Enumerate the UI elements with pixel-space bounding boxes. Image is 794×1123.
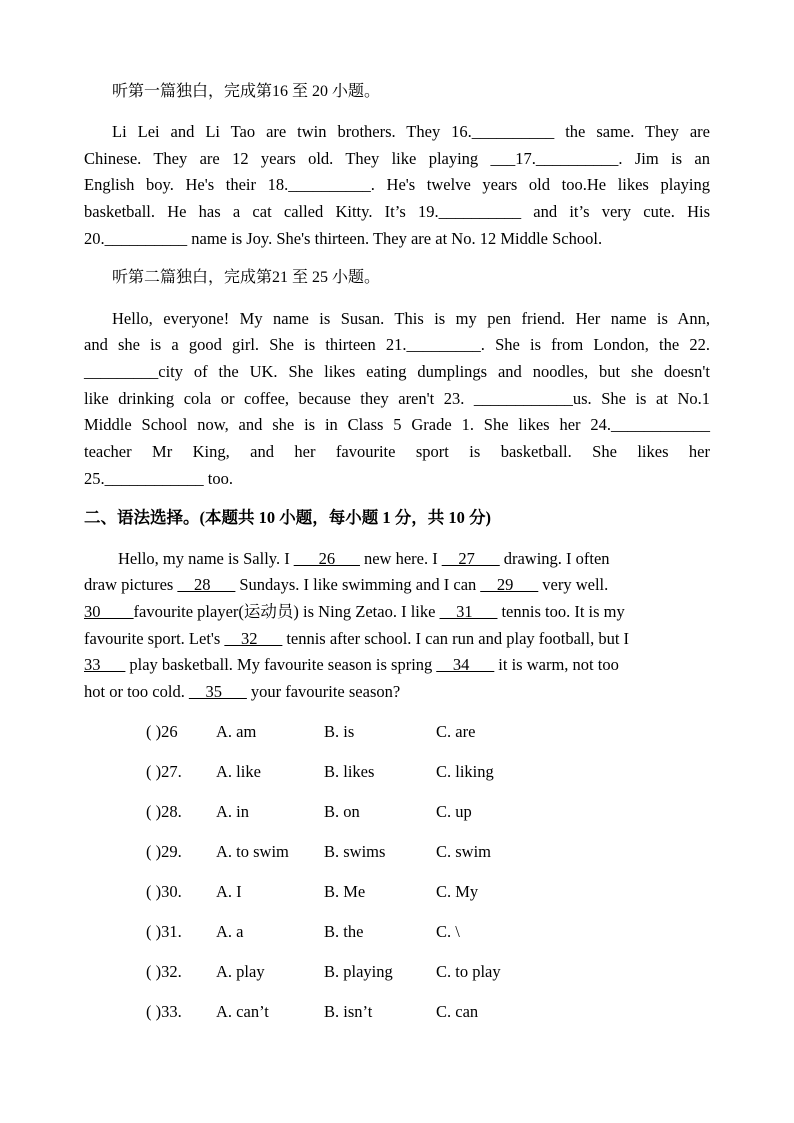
option-b: B. isn’t — [324, 1002, 373, 1021]
option-a: A. to swim — [216, 842, 289, 861]
blank-26: ___26___ — [293, 549, 360, 568]
option-a: A. like — [216, 762, 261, 781]
question-number: ( )28. — [146, 802, 182, 821]
passage2-line-3: _________city of the UK. She likes eating dumplings and noodles, but she doesn't — [84, 362, 710, 381]
question-number: ( )27. — [146, 762, 182, 781]
question-number: ( )30. — [146, 882, 182, 901]
option-b: B. is — [324, 722, 355, 741]
passage1-line-3: English boy. He's their 18.__________. He's twelve years old too.He likes playing — [84, 175, 710, 194]
passage2-line-7: 25.____________ too. — [84, 469, 233, 488]
question-number: ( )29. — [146, 842, 182, 861]
option-b: B. on — [324, 802, 360, 821]
option-b: B. the — [324, 922, 364, 941]
question-number: ( )26 — [146, 722, 178, 741]
option-c: C. My — [436, 882, 479, 901]
option-a: A. can’t — [216, 1002, 269, 1021]
listening-heading-2: 听第二篇独白，完成第21 至 25 小题。 — [112, 269, 381, 286]
option-b: B. Me — [324, 882, 366, 901]
option-b: B. swims — [324, 842, 386, 861]
passage2-line-6: teacher Mr King, and her favourite sport is basketball. She likes her — [84, 442, 710, 461]
option-c: C. are — [436, 722, 476, 741]
grammar-line-2: draw pictures __28___ Sundays. I like swimming and I can __29___ very well. — [84, 575, 609, 594]
section-title-grammar: 二、语法选择。(本题共 10 小题，每小题 1 分，共 10 分) — [84, 508, 491, 527]
blank-35: __35___ — [188, 682, 247, 701]
option-a: A. a — [216, 922, 244, 941]
listening-heading-1: 听第一篇独白，完成第16 至 20 小题。 — [112, 83, 381, 100]
option-c: C. swim — [436, 842, 492, 861]
grammar-line-5: 33___ play basketball. My favourite season is spring __34___ it is warm, not too — [84, 655, 619, 674]
blank-33: 33___ — [84, 655, 126, 674]
option-c: C. can — [436, 1002, 479, 1021]
grammar-line-4: favourite sport. Let's __32___ tennis after school. I can run and play football, but I — [84, 629, 630, 648]
option-c: C. up — [436, 802, 472, 821]
passage2-line-5: Middle School now, and she is in Class 5 Grade 1. She likes her 24.____________ — [84, 415, 710, 434]
blank-32: __32___ — [224, 629, 283, 648]
option-c: C. liking — [436, 762, 494, 781]
blank-31: __31___ — [439, 602, 498, 621]
option-a: A. am — [216, 722, 257, 741]
grammar-line-1: Hello, my name is Sally. I ___26___ new here. I __27___ drawing. I often — [118, 549, 610, 568]
passage2-line-1: Hello, everyone! My name is Susan. This is my pen friend. Her name is Ann, — [112, 309, 710, 328]
passage1-line-5: 20.__________ name is Joy. She's thirteen. They are at No. 12 Middle School. — [84, 229, 603, 248]
blank-28: __28___ — [177, 575, 236, 594]
blank-29: __29___ — [480, 575, 539, 594]
question-number: ( )31. — [146, 922, 182, 941]
grammar-line-3: 30____favourite player(运动员) is Ning Zetao. I like __31___ tennis too. It is my — [84, 602, 625, 621]
passage2-line-2: and she is a good girl. She is thirteen 21._________. She is from London, the 22. — [84, 335, 710, 354]
blank-34: __34___ — [436, 655, 495, 674]
passage2-line-4: like drinking cola or coffee, because they aren't 23. ____________us. She is at No.1 — [84, 389, 710, 408]
option-a: A. in — [216, 802, 249, 821]
grammar-line-6: hot or too cold. __35___ your favourite season? — [84, 682, 401, 701]
option-b: B. likes — [324, 762, 375, 781]
option-c: C. to play — [436, 962, 501, 981]
blank-30: 30____ — [84, 602, 134, 621]
question-number: ( )32. — [146, 962, 182, 981]
question-number: ( )33. — [146, 1002, 182, 1021]
passage1-line-1: Li Lei and Li Tao are twin brothers. They 16.__________ the same. They are — [112, 122, 710, 141]
option-b: B. playing — [324, 962, 393, 981]
option-a: A. I — [216, 882, 242, 901]
passage1-line-4: basketball. He has a cat called Kitty. It’s 19.__________ and it’s very cute. His — [84, 202, 710, 221]
passage1-line-2: Chinese. They are 12 years old. They like playing ___17.__________. Jim is an — [84, 149, 710, 168]
blank-27: __27___ — [441, 549, 500, 568]
option-a: A. play — [216, 962, 265, 981]
option-c: C. \ — [436, 922, 460, 941]
